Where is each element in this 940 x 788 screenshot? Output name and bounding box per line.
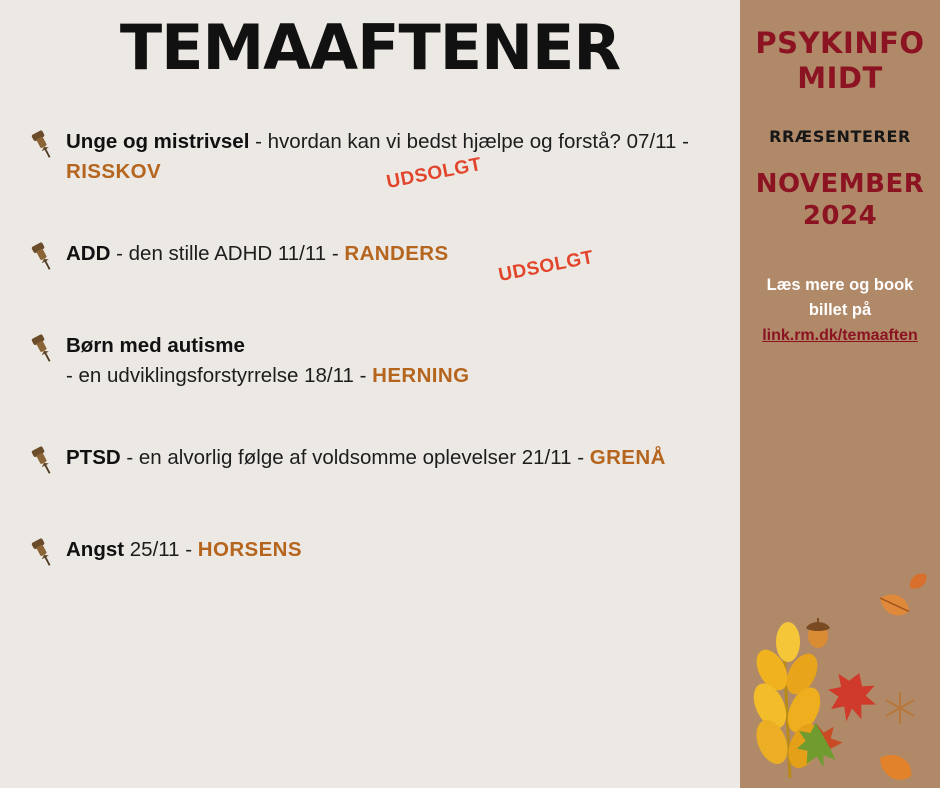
date-block <box>748 168 932 233</box>
event-text <box>66 534 302 565</box>
acorn-icon <box>806 618 830 648</box>
event-detail: 25/11 - <box>124 538 198 562</box>
list-item[interactable] <box>26 534 724 574</box>
maple-leaf-icon <box>821 666 882 727</box>
event-city: GRENÅ <box>589 446 666 470</box>
event-city: RISSKOV <box>66 159 162 183</box>
page-title: TEMAAFTENER <box>119 11 621 84</box>
event-text <box>66 126 706 194</box>
compound-leaf-icon <box>747 622 827 778</box>
list-item[interactable] <box>26 238 724 287</box>
event-text <box>66 238 596 287</box>
maple-leaf-icon <box>793 719 846 771</box>
event-title: ADD <box>66 242 111 266</box>
pushpin-icon <box>26 330 66 366</box>
pushpin-icon <box>26 238 66 274</box>
event-city: RANDERS <box>344 242 449 266</box>
month-label: NOVEMBER <box>755 168 925 199</box>
pushpin-icon <box>26 442 66 478</box>
sidebar <box>740 0 940 788</box>
brand-line-1: PSYKINFO <box>755 26 925 60</box>
year-label: 2024 <box>802 201 878 232</box>
event-title: PTSD <box>66 446 121 470</box>
booking-line-2: billet på <box>808 300 872 319</box>
event-title: Unge og mistrivsel <box>66 130 250 154</box>
twig-icon <box>886 692 914 724</box>
event-city: HERNING <box>372 363 470 387</box>
status-badge: UDSOLGT <box>384 154 484 194</box>
event-city: HORSENS <box>197 538 302 562</box>
presents-label: RRÆSENTERER <box>769 126 911 146</box>
event-text <box>66 442 666 473</box>
list-item[interactable] <box>26 442 724 482</box>
autumn-leaves-decoration <box>740 458 940 788</box>
event-detail: - en udviklingsforstyrrelse 18/11 - <box>66 363 373 387</box>
event-list <box>0 126 740 574</box>
booking-line-1: Læs mere og book <box>766 275 914 294</box>
leaf-icon <box>876 589 913 620</box>
list-item[interactable] <box>26 126 724 194</box>
pushpin-icon <box>26 534 66 570</box>
list-item[interactable] <box>26 330 724 390</box>
booking-link[interactable]: link.rm.dk/temaaften <box>762 327 918 345</box>
brand-line-2: MIDT <box>797 61 883 96</box>
event-detail: - den stille ADHD 11/11 - <box>110 242 345 266</box>
brand-name <box>748 26 932 97</box>
status-badge: UDSOLGT <box>496 247 596 287</box>
leaf-icon <box>874 748 916 786</box>
event-title: Børn med autisme <box>66 334 245 358</box>
event-text <box>66 330 469 390</box>
leaf-icon <box>906 570 930 593</box>
pushpin-icon <box>26 126 66 162</box>
booking-info <box>748 273 932 349</box>
event-detail: - hvordan kan vi bedst hjælpe og forstå? 07/11 - <box>249 130 689 154</box>
event-detail: - en alvorlig følge af voldsomme oplevelser 21/11 - <box>120 446 590 470</box>
event-title: Angst <box>66 538 125 562</box>
